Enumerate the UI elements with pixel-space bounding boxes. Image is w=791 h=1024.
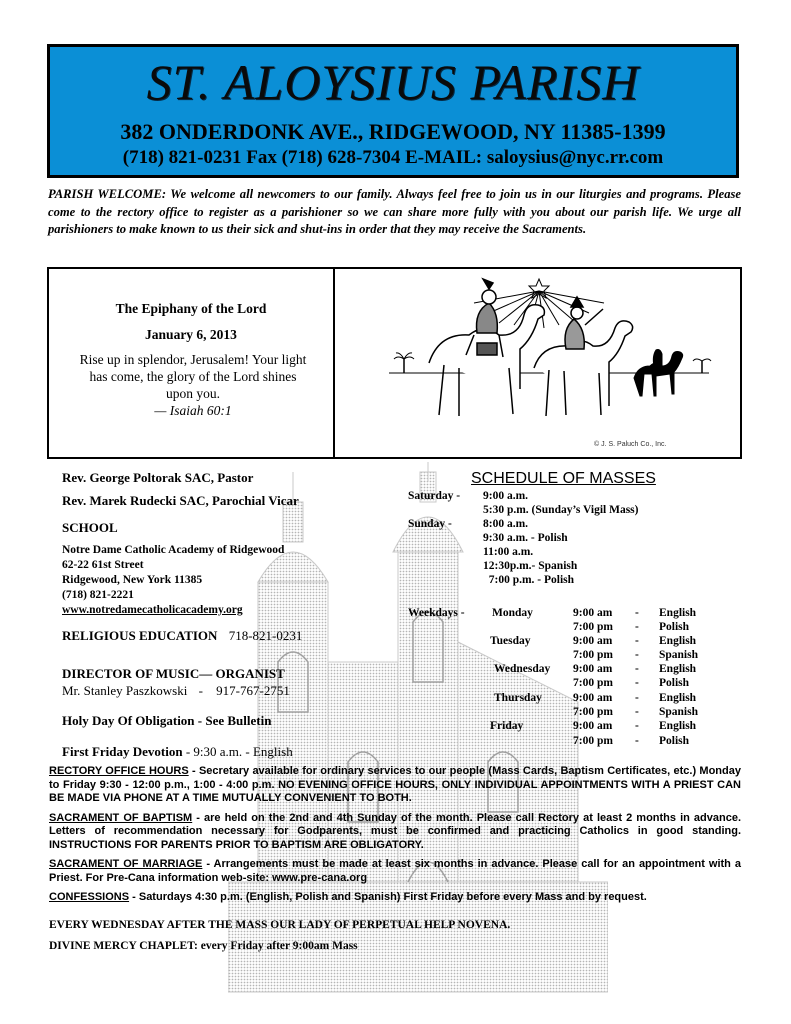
sunday-mass-5: 7:00 p.m. - Polish <box>483 574 575 586</box>
sunday-mass-1: 8:00 a.m. <box>483 518 529 530</box>
weekday-time: 7:00 pm <box>573 649 613 661</box>
weekday-dash: - <box>635 663 639 675</box>
baptism-notice <box>49 812 741 853</box>
weekday-dash: - <box>635 635 639 647</box>
weekday-name: Wednesday <box>494 663 551 675</box>
holy-day-note: Holy Day Of Obligation - See Bulletin <box>62 713 272 728</box>
weekday-language: Polish <box>659 735 690 747</box>
weekday-dash: - <box>635 649 639 661</box>
music-director-phone: 917-767-2751 <box>216 683 290 698</box>
confessions-body: - Saturdays 4:30 p.m. (English, Polish and Spanish) First Friday before every Mass and by request. <box>129 891 647 903</box>
weekday-language: Polish <box>659 677 690 689</box>
weekday-name: Thursday <box>494 692 542 704</box>
school-street: 62-22 61st Street <box>62 559 144 571</box>
epiphany-date: January 6, 2013 <box>145 327 237 342</box>
weekday-language: English <box>659 663 697 675</box>
saturday-mass-2: 5:30 p.m. (Sunday’s Vigil Mass) <box>483 504 639 516</box>
sunday-mass-2: 9:30 a.m. - Polish <box>483 532 568 544</box>
religious-ed-phone: 718-821-0231 <box>228 628 303 643</box>
saturday-mass-1: 9:00 a.m. <box>483 490 529 502</box>
rectory-hours-body: - Secretary available for ordinary services to our people (Mass Cards, Baptism Certificates, etc.) Monday to Friday 9:30 - 12:00 p.m., 1:00 - 4:00 p.m. NO EVENING OFFICE HOURS, ONLY INDIVIDUAL APPOINTMENTS WITH A PRIEST CAN BE MADE VIA PHONE AT A TIME MUTUALLY CONVENIENT TO BOTH. <box>49 765 741 804</box>
parish-name: ST. ALOYSIUS PARISH <box>146 54 640 110</box>
chaplet-notice: DIVINE MERCY CHAPLET: every Friday after 9:00am Mass <box>49 940 358 952</box>
rectory-hours-heading: RECTORY OFFICE HOURS <box>49 765 189 777</box>
first-friday-text: - 9:30 a.m. - English <box>182 744 293 759</box>
weekday-dash: - <box>635 677 639 689</box>
music-director-dash: - <box>198 683 203 698</box>
quote-text: Rise up in splendor, Jerusalem! Your light has come, the glory of the Lord shines upon you. <box>79 352 307 401</box>
weekday-time: 9:00 am <box>573 635 613 647</box>
weekday-dash: - <box>635 735 639 747</box>
music-director-label: DIRECTOR OF MUSIC— ORGANIST <box>62 666 285 681</box>
baptism-heading: SACRAMENT OF BAPTISM <box>49 811 193 824</box>
rectory-hours-notice <box>49 765 741 806</box>
parochial-vicar: Rev. Marek Rudecki SAC, Parochial Vicar <box>62 493 299 508</box>
weekday-time: 7:00 pm <box>573 735 613 747</box>
weekday-dash: - <box>635 607 639 619</box>
weekday-language: English <box>659 635 697 647</box>
weekday-time: 9:00 am <box>573 663 613 675</box>
weekday-time: 7:00 pm <box>573 621 613 633</box>
weekday-dash: - <box>635 720 639 732</box>
weekday-time: 7:00 pm <box>573 677 613 689</box>
weekday-language: English <box>659 607 697 619</box>
school-city: Ridgewood, New York 11385 <box>62 574 203 586</box>
school-phone: (718) 821-2221 <box>62 589 134 601</box>
music-director-name: Mr. Stanley Paszkowski <box>62 683 188 698</box>
sunday-mass-3: 11:00 a.m. <box>483 546 534 558</box>
weekday-dash: - <box>635 692 639 704</box>
weekday-language: Polish <box>659 621 690 633</box>
weekdays-label: Weekdays - <box>408 607 465 619</box>
pastor: Rev. George Poltorak SAC, Pastor <box>62 470 254 485</box>
parish-welcome: PARISH WELCOME: We welcome all newcomers to our family. Always feel free to join us in our liturgies and programs. Please come to the rectory office to register as a parishioner so we can share more fully with you about our parish life. We urge all parishioners to make known to us their sick and shut-ins in order that they may receive the Sacraments. <box>48 187 741 236</box>
religious-ed-label: RELIGIOUS EDUCATION <box>62 628 218 643</box>
novena-notice: EVERY WEDNESDAY AFTER THE MASS OUR LADY OF PERPETUAL HELP NOVENA. <box>49 918 511 931</box>
confessions-heading: CONFESSIONS <box>49 891 130 903</box>
school-website[interactable]: www.notredamecatholicacademy.org <box>62 604 243 616</box>
sunday-mass-4: 12:30p.m.- Spanish <box>483 560 578 572</box>
weekday-name: Monday <box>492 607 533 619</box>
quote-citation: — Isaiah 60:1 <box>154 403 232 418</box>
copyright-note: © J. S. Paluch Co., Inc. <box>594 441 667 448</box>
weekday-name: Friday <box>490 720 524 732</box>
weekday-time: 9:00 am <box>573 720 613 732</box>
mass-schedule-title: SCHEDULE OF MASSES <box>471 470 656 487</box>
weekday-dash: - <box>635 706 639 718</box>
marriage-heading: SACRAMENT OF MARRIAGE <box>49 858 203 870</box>
epiphany-title: The Epiphany of the Lord <box>115 301 267 316</box>
confessions-notice <box>49 891 741 905</box>
school-heading: SCHOOL <box>62 520 118 535</box>
school-name: Notre Dame Catholic Academy of Ridgewood <box>62 544 285 556</box>
parish-contact: (718) 821-0231 Fax (718) 628-7304 E-MAIL: saloysius@nyc.rr.com <box>122 147 664 168</box>
weekday-time: 9:00 am <box>573 692 613 704</box>
parish-notices <box>49 765 741 960</box>
weekday-language: English <box>659 720 697 732</box>
weekday-language: Spanish <box>659 649 699 661</box>
saturday-label: Saturday - <box>408 490 461 502</box>
weekday-time: 7:00 pm <box>573 706 613 718</box>
weekday-dash: - <box>635 621 639 633</box>
baptism-body: - are held on the 2nd and 4th Sunday of the month. Please call Rectory at least 2 months in advance. Letters of recommendation necessary for Godparents, must be confirmed and practicing Catholics in good standing. INSTRUCTIONS FOR PARENTS PRIOR TO BAPTISM ARE OBLIGATORY. <box>49 811 741 851</box>
parish-address: 382 ONDERDONK AVE., RIDGEWOOD, NY 11385-1399 <box>120 119 666 144</box>
weekday-language: English <box>659 692 697 704</box>
weekday-name: Tuesday <box>490 635 531 647</box>
sunday-label: Sunday - <box>408 518 452 530</box>
first-friday-label: First Friday Devotion <box>62 744 183 759</box>
weekday-time: 9:00 am <box>573 607 613 619</box>
weekday-language: Spanish <box>659 706 699 718</box>
marriage-notice <box>49 858 741 885</box>
marriage-body: - Arrangements must be made at least six months in advance. Please call for an appointment with a Priest. For Pre-Cana information web-site: www.pre-cana.org <box>49 858 741 884</box>
